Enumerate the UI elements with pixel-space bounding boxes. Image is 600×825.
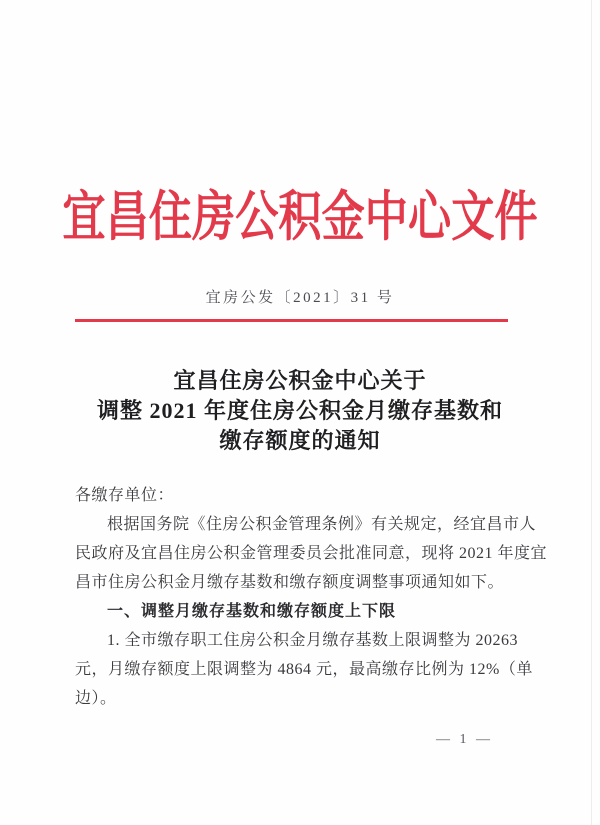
paragraph1-line-1: 根据国务院《住房公积金管理条例》有关规定，经宜昌市人 [107,516,537,533]
paragraph2-line-2: 元，月缴存额度上限调整为 4864 元，最高缴存比例为 12%（单 [75,661,533,678]
page-number: — 1 — [436,732,493,747]
document-title-line-1: 宜昌住房公积金中心关于 [173,368,427,393]
salutation: 各缴存单位： [75,487,175,504]
document-number: 宜房公发〔2021〕31 号 [205,290,395,306]
paragraph1-line-3: 昌市住房公积金月缴存基数和缴存额度调整事项通知如下。 [75,574,505,591]
document-title-line-3: 缴存额度的通知 [219,428,381,453]
document-title-line-2: 调整 2021 年度住房公积金月缴存基数和 [96,398,503,423]
paragraph2-line-3: 边）。 [75,690,117,707]
red-divider-rule [75,319,508,322]
agency-header-title: 宜昌住房公积金中心文件 [62,187,538,247]
document-body [75,481,548,713]
paragraph1-line-2: 民政府及宜昌住房公积金管理委员会批准同意，现将 2021 年度宜 [75,545,548,562]
section-1-heading: 一、调整月缴存基数和缴存额度上下限 [107,603,397,620]
document-title [0,366,600,456]
paragraph2-line-1: 1. 全市缴存职工住房公积金月缴存基数上限调整为 20263 [107,632,519,649]
